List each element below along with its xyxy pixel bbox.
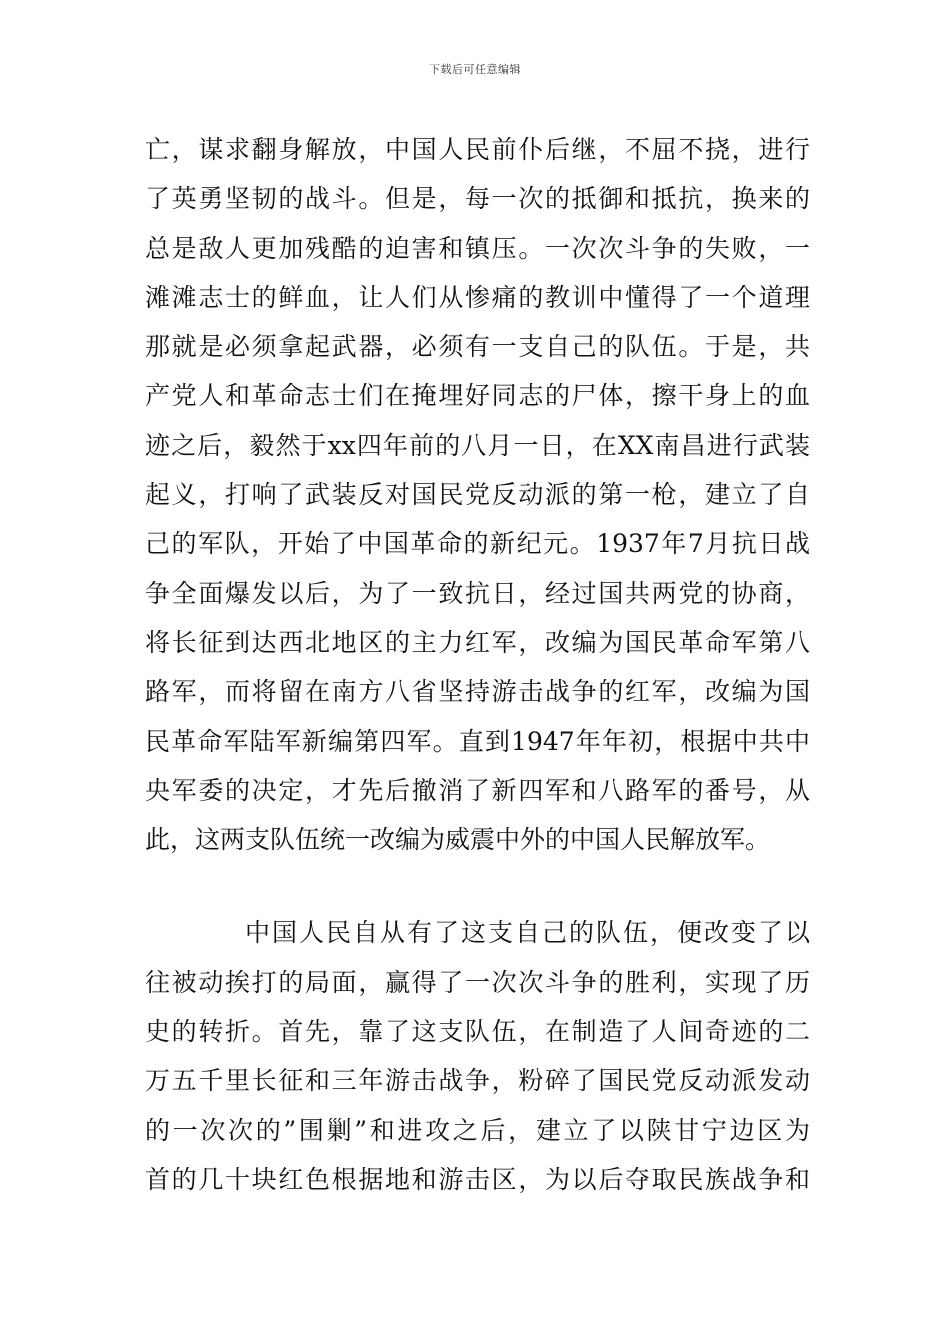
text-line: 起义，打响了武装反对国民党反动派的第一枪，建立了自 (145, 480, 810, 510)
text-line: 往被动挨打的局面，赢得了一次次斗争的胜利，实现了历 (145, 967, 810, 997)
text-line: 滩滩志士的鲜血，让人们从惨痛的教训中懂得了一个道理 (145, 282, 810, 312)
text-line: 了英勇坚韧的战斗。但是，每一次的抵御和抵抗，换来的 (145, 184, 810, 214)
paragraph-2 (145, 908, 810, 1204)
text-line: 央军委的决定，才先后撤消了新四军和八路军的番号，从 (145, 775, 810, 805)
text-line: 中国人民自从有了这支自己的队伍，便改变了以 (245, 918, 810, 948)
text-line: 己的军队，开始了中国革命的新纪元。1937年7月抗日战 (145, 529, 810, 559)
text-line: 史的转折。首先，靠了这支队伍，在制造了人间奇迹的二 (145, 1017, 810, 1047)
document-body (145, 125, 810, 1204)
text-line: 路军，而将留在南方八省坚持游击战争的红军，改编为国 (145, 677, 810, 707)
text-line: 那就是必须拿起武器，必须有一支自己的队伍。于是，共 (145, 332, 810, 362)
text-line: 总是敌人更加残酷的迫害和镇压。一次次斗争的失败，一 (145, 233, 810, 263)
text-line: 民革命军陆军新编第四军。直到1947年年初，根据中共中 (145, 726, 810, 756)
text-line: 首的几十块红色根据地和游击区，为以后夺取民族战争和 (145, 1164, 810, 1194)
text-line: 的一次次的”围剿”和进攻之后，建立了以陕甘宁边区为 (145, 1115, 810, 1145)
text-line: 迹之后，毅然于xx四年前的八月一日，在XX南昌进行武装 (145, 430, 810, 460)
text-line: 亡，谋求翻身解放，中国人民前仆后继，不屈不挠，进行 (145, 135, 810, 164)
text-line: 产党人和革命志士们在掩埋好同志的尸体，擦干身上的血 (145, 381, 810, 411)
paragraph-spacer (145, 864, 810, 908)
text-line: 争全面爆发以后，为了一致抗日，经过国共两党的协商， (145, 578, 810, 608)
text-line: 万五千里长征和三年游击战争，粉碎了国民党反动派发动 (145, 1066, 810, 1096)
page-header: 下载后可任意编辑 (429, 63, 521, 76)
text-line: 此，这两支队伍统一改编为威震中外的中国人民解放军。 (145, 825, 771, 855)
text-line: 将长征到达西北地区的主力红军，改编为国民革命军第八 (145, 627, 810, 657)
paragraph-1 (145, 125, 810, 864)
